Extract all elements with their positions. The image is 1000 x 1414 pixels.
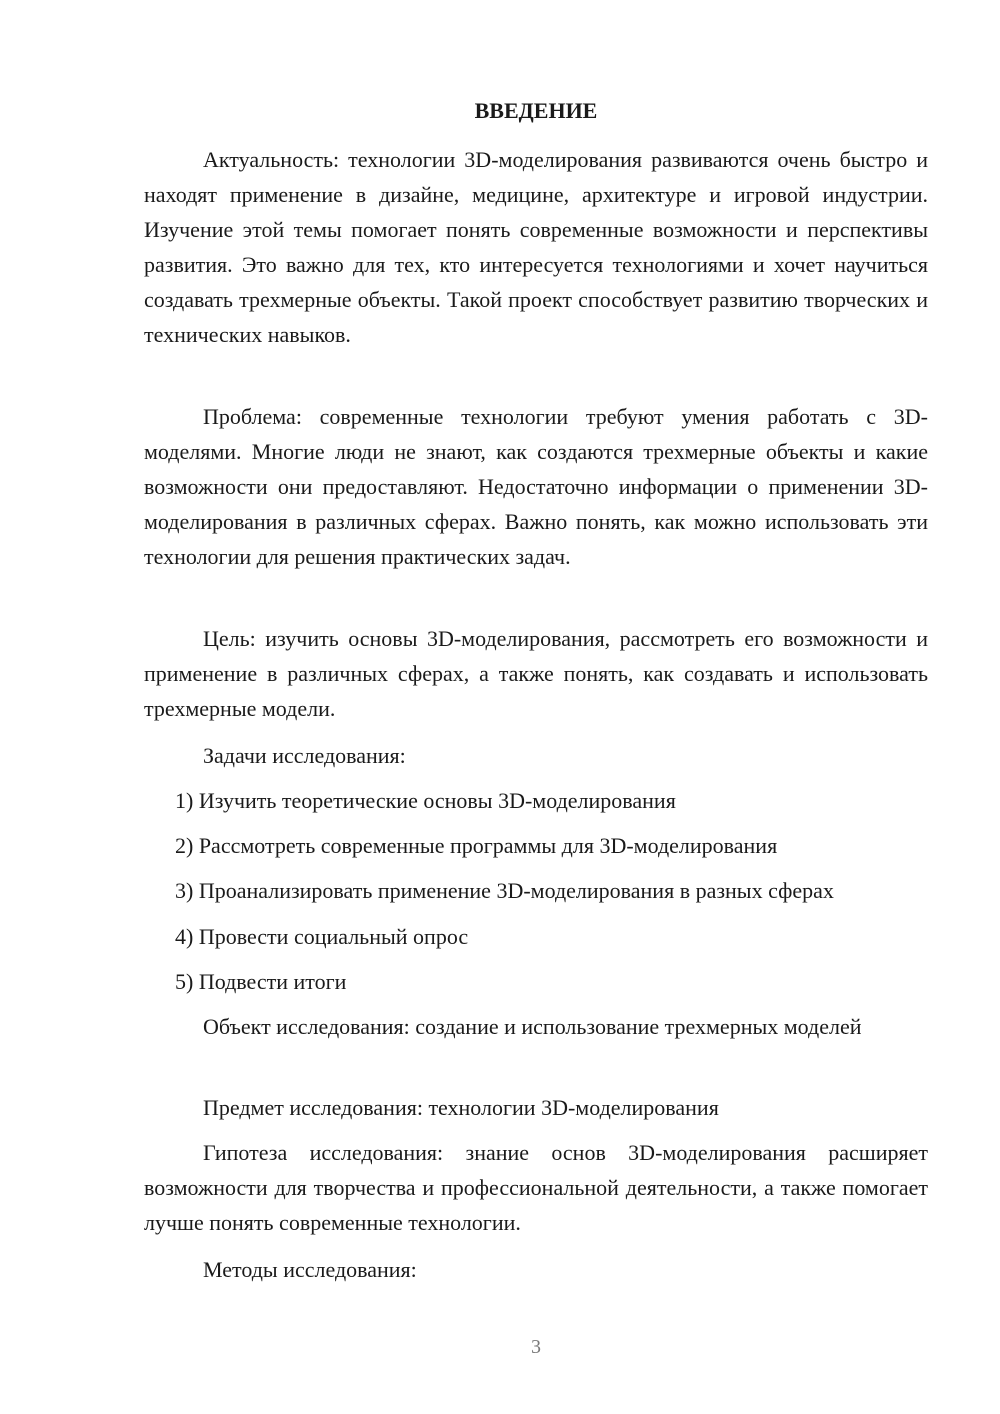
task-item: 4) Провести социальный опрос [175, 924, 469, 949]
subject-paragraph: Предмет исследования: технологии 3D-моделирования [203, 1095, 719, 1120]
methods-title: Методы исследования: [203, 1257, 417, 1282]
hypothesis-paragraph: Гипотеза исследования: знание основ 3D-моделирования расширяет возможности для творчества и профессиональной деятельности, а также помогает лучше понять современные технологии. [144, 1140, 928, 1235]
problem-paragraph: Проблема: современные технологии требуют умения работать с 3D-моделями. Многие люди не знают, как создаются трехмерные объекты и какие возможности они предоставляют. Недостаточно информации о применении 3D-моделирования в различных сферах. Важно понять, как можно использовать эти технологии для решения практических задач. [144, 404, 928, 569]
relevance-paragraph: Актуальность: технологии 3D-моделирования развиваются очень быстро и находят применение в дизайне, медицине, архитектуре и игровой индустрии. Изучение этой темы помогает понять современные возможности и перспективы развития. Это важно для тех, кто интересуется технологиями и хочет научиться создавать трехмерные объекты. Такой проект способствует развитию творческих и технических навыков. [144, 147, 928, 347]
task-item: 3) Проанализировать применение 3D-моделирования в разных сферах [175, 878, 834, 903]
goal-paragraph: Цель: изучить основы 3D-моделирования, рассмотреть его возможности и применение в различных сферах, а также понять, как создавать и использовать трехмерные модели. [144, 626, 928, 721]
page-number: 3 [531, 1336, 541, 1358]
task-item: 2) Рассмотреть современные программы для 3D-моделирования [175, 833, 778, 858]
page-title: ВВЕДЕНИЕ [474, 98, 598, 123]
tasks-title: Задачи исследования: [203, 743, 406, 768]
task-item: 5) Подвести итоги [175, 969, 347, 994]
task-item: 1) Изучить теоретические основы 3D-моделирования [175, 788, 676, 813]
object-paragraph: Объект исследования: создание и использование трехмерных моделей [203, 1014, 862, 1039]
